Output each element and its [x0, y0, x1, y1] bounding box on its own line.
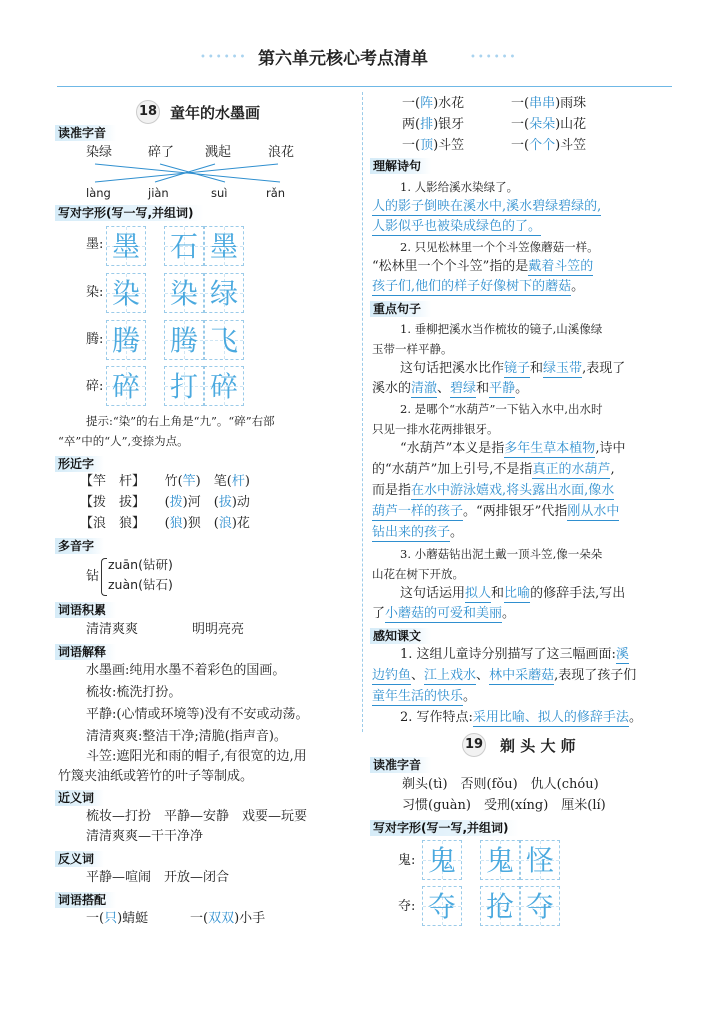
- explanation: 钻出来的孩子。: [372, 525, 464, 540]
- char-box: 石: [164, 226, 204, 266]
- similar-row: 【竿 杆】 竹(竿) 笔(杆): [80, 474, 250, 489]
- perceive-line: 童年生活的快乐。: [372, 689, 477, 704]
- section-heading: 近义词: [55, 790, 104, 806]
- explanation: 了小蘑菇的可爱和美丽。: [372, 606, 516, 621]
- char-box: 怪: [520, 840, 560, 880]
- explain-line: 水墨画:纯用水墨不着彩色的国画。: [86, 663, 286, 678]
- char-box: 腾: [164, 320, 204, 360]
- sentence: 只见一排水花两排银牙。: [372, 422, 499, 436]
- char-box: 墨: [106, 226, 146, 266]
- syn-line: 梳妆—打扮 平静—安静 戏要—玩要: [86, 809, 308, 824]
- match-item: 一(串串)雨珠: [511, 96, 587, 111]
- char-box: 鬼: [422, 840, 462, 880]
- explain-line: 斗笠:遮阳光和雨的帽子,有很宽的边,用: [86, 749, 307, 764]
- char-label: 腾:: [86, 332, 104, 347]
- pinyin-line: 剃头(tì) 否则(fǒu) 仇人(chóu): [402, 777, 599, 792]
- char-box: 染: [164, 273, 204, 313]
- word: 碎了: [148, 145, 175, 160]
- explain-line: 竹篾夹油纸或箬竹的叶子等制成。: [58, 769, 254, 784]
- explanation: 溪水的清澈、碧绿和平静。: [372, 381, 529, 396]
- question: 2. 只见松林里一个个斗笠像蘑菇一样。: [400, 240, 599, 254]
- char-box: 鬼: [480, 840, 520, 880]
- section-heading: 重点句子: [370, 301, 431, 317]
- lesson-number: 18: [136, 100, 160, 124]
- tip-line: “卒”中的“人”,变捺为点。: [58, 434, 189, 448]
- perceive-line: 2. 写作特点:采用比喻、拟人的修辞手法。: [400, 710, 642, 725]
- perceive-line: 1. 这组儿童诗分别描写了这三幅画面:溪: [400, 647, 629, 662]
- answer: 孩子们,他们的样子好像树下的蘑菇。: [372, 279, 585, 294]
- matching-lines: [80, 162, 320, 184]
- section-heading: 词语积累: [55, 602, 116, 618]
- pinyin: jiàn: [148, 186, 169, 200]
- word: 清清爽爽: [86, 622, 139, 637]
- match-item: 一(顶)斗笠: [402, 138, 465, 153]
- explain-line: 清清爽爽:整洁干净;清脆(指声音)。: [86, 729, 287, 744]
- explanation: 这句话把溪水比作镜子和绿玉带,表现了: [400, 361, 626, 376]
- match-item: 两(排)银牙: [402, 117, 465, 132]
- explanation: 葫芦一样的孩子。“两排银牙”代指刚从水中: [372, 504, 620, 519]
- poly-reading: zuàn(钻石): [108, 577, 173, 592]
- section-heading: 词语解释: [55, 644, 116, 660]
- char-box: 飞: [204, 320, 244, 360]
- match-item: 一(阵)水花: [402, 96, 465, 111]
- char-box: 抢: [480, 886, 520, 926]
- pinyin: rǎn: [266, 186, 286, 200]
- section-heading: 读准字音: [370, 757, 431, 773]
- sentence: 3. 小蘑菇钻出泥土戴一顶斗笠,像一朵朵: [400, 547, 603, 561]
- word: 明明亮亮: [192, 622, 245, 637]
- char-box: 染: [106, 273, 146, 313]
- answer: 人的影子倒映在溪水中,溪水碧绿碧绿的,: [372, 199, 602, 214]
- word: 染绿: [86, 145, 113, 160]
- match-item: 一(只)蜻蜓: [86, 911, 149, 926]
- pinyin-line: 习惯(guàn) 受刑(xíng) 厘米(lí): [402, 798, 606, 813]
- char-label: 碎:: [86, 379, 104, 394]
- ant-line: 平静—喧闹 开放—闭合: [86, 870, 230, 885]
- lesson-title: 童年的水墨画: [170, 104, 261, 122]
- column-divider: [362, 92, 363, 732]
- match-item: 一(个个)斗笠: [511, 138, 587, 153]
- explanation: 这句话运用拟人和比喻的修辞手法,写出: [400, 586, 626, 601]
- section-heading: 多音字: [55, 538, 104, 554]
- pinyin: suì: [211, 186, 228, 200]
- char-box: 碎: [106, 366, 146, 406]
- section-heading: 写对字形(写一写,并组词): [370, 820, 519, 836]
- section-heading: 理解诗句: [370, 158, 431, 174]
- page-title: 第六单元核心考点清单: [258, 49, 428, 69]
- char-box: 碎: [204, 366, 244, 406]
- explain-line: 梳妆:梳洗打扮。: [86, 685, 182, 700]
- brace: [101, 558, 107, 596]
- char-label: 染:: [86, 285, 104, 300]
- word: 溅起: [205, 145, 232, 160]
- poly-char: 钻: [86, 569, 100, 584]
- lesson-number: 19: [462, 733, 486, 757]
- char-box: 打: [164, 366, 204, 406]
- section-heading: 读准字音: [55, 125, 116, 141]
- answer: “松林里一个个斗笠”指的是戴着斗笠的: [372, 259, 594, 274]
- char-label: 鬼:: [398, 853, 416, 868]
- sentence: 玉带一样平静。: [372, 342, 453, 356]
- similar-row: 【浪 狼】 (狼)狈 (浪)花: [80, 516, 250, 531]
- tip-line: 提示:“染”的右上角是“九”。“碎”右部: [86, 414, 275, 428]
- header-dots-left: ••••••: [200, 52, 248, 63]
- char-box: 绿: [204, 273, 244, 313]
- syn-line: 清清爽爽—干干净净: [86, 829, 204, 844]
- explanation: 的“水葫芦”加上引号,不是指真正的水葫芦,: [372, 462, 615, 477]
- sentence: 2. 是哪个“水葫芦”一下钻入水中,出水时: [400, 402, 603, 416]
- char-box: 夺: [520, 886, 560, 926]
- header-dots-right: ••••••: [470, 52, 518, 63]
- sentence: 1. 垂柳把溪水当作梳妆的镜子,山溪像绿: [400, 322, 603, 336]
- section-heading: 感知课文: [370, 628, 431, 644]
- pinyin: làng: [86, 186, 111, 200]
- match-item: 一(朵朵)山花: [511, 117, 587, 132]
- section-heading: 词语搭配: [55, 892, 116, 908]
- match-item: 一(双双)小手: [190, 911, 266, 926]
- sentence: 山花在树下开放。: [372, 567, 464, 581]
- answer: 人影似乎也被染成绿色的了。: [372, 219, 542, 234]
- lesson-title: 剃 头 大 师: [500, 737, 576, 755]
- similar-row: 【拨 拔】 (拨)河 (拔)动: [80, 495, 250, 510]
- explain-line: 平静:(心情或环境等)没有不安或动荡。: [86, 707, 309, 722]
- word: 浪花: [268, 145, 295, 160]
- poly-reading: zuān(钻研): [108, 557, 173, 572]
- question: 1. 人影给溪水染绿了。: [400, 180, 519, 194]
- header-rule: [57, 86, 672, 87]
- section-heading: 形近字: [55, 456, 104, 472]
- explanation: “水葫芦”本义是指多年生草本植物,诗中: [400, 441, 626, 456]
- perceive-line: 边钓鱼、江上戏水、林中采蘑菇,表现了孩子们: [372, 668, 637, 683]
- section-heading: 写对字形(写一写,并组词): [55, 205, 204, 221]
- char-label: 夺:: [398, 899, 416, 914]
- char-box: 夺: [422, 886, 462, 926]
- char-box: 墨: [204, 226, 244, 266]
- char-box: 腾: [106, 320, 146, 360]
- section-heading: 反义词: [55, 851, 104, 867]
- char-label: 墨:: [86, 237, 104, 252]
- explanation: 而是指在水中游泳嬉戏,将头露出水面,像水: [372, 483, 615, 498]
